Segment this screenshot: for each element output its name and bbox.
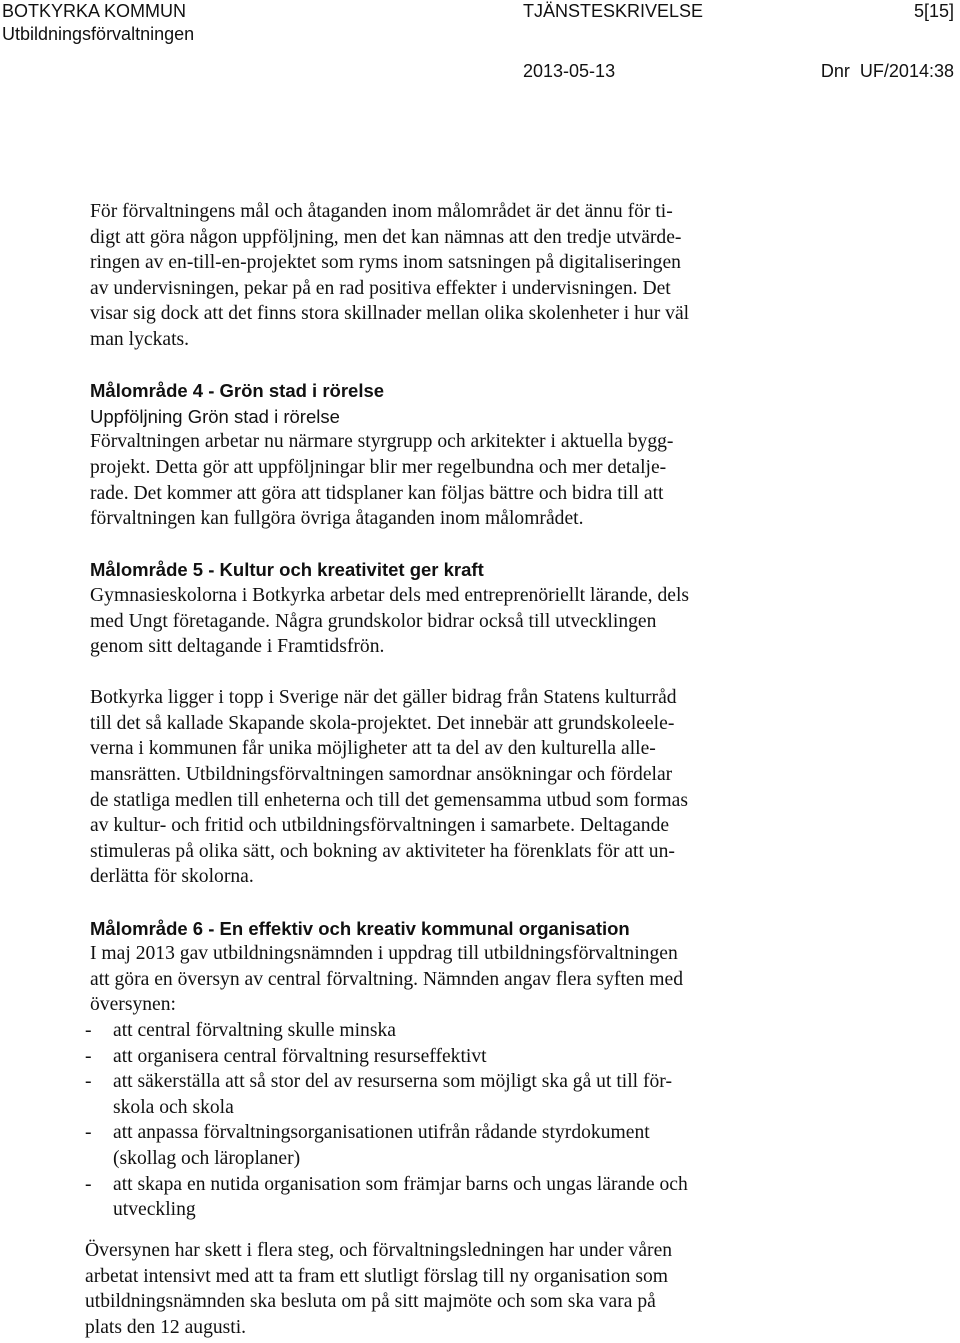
text-line: plats den 12 augusti. — [85, 1316, 247, 1338]
list-item-text: utveckling — [113, 1199, 196, 1221]
text-line: För förvaltningens mål och åtaganden inom målområdet är det ännu för ti- — [90, 201, 673, 222]
text-line: förvaltningen kan fullgöra övriga åtaganden inom målområdet. — [90, 508, 584, 530]
list-item-text: att central förvaltning skulle minska — [113, 1020, 396, 1041]
text-line: visar sig dock att det finns stora skillnader mellan olika skolenheter i hur väl — [90, 303, 690, 325]
section-6 — [85, 916, 818, 1223]
list-item-continuation — [90, 1197, 818, 1223]
intro-paragraph — [90, 199, 818, 353]
text-line: Botkyrka ligger i topp i Sverige när det gäller bidrag från Statens kulturråd — [90, 687, 677, 709]
document-date: 2013-05-13 — [523, 61, 616, 81]
document-type: TJÄNSTESKRIVELSE — [523, 1, 704, 21]
text-line: av undervisningen, pekar på en rad positiva effekter i undervisningen. Det — [90, 277, 671, 299]
section-heading: Målområde 4 - Grön stad i rörelse — [90, 380, 385, 402]
page-number: 5[15] — [913, 1, 954, 21]
text-line: översynen: — [90, 994, 176, 1016]
text-line: arbetat intensivt med att ta fram ett slutligt förslag till ny organisation som — [85, 1265, 668, 1287]
text-line: de statliga medlen till enheterna och till det gemensamma utbud som formas — [90, 789, 688, 811]
dash-bullet: - — [85, 1173, 92, 1195]
document-reference: Dnr UF/2014:38 — [820, 61, 954, 81]
text-line: att göra en översyn av central förvaltning. Nämnden angav flera syften med — [90, 968, 684, 990]
list-item-text: att skapa en nutida organisation som främjar barns och ungas lärande och — [113, 1173, 688, 1195]
text-line: Gymnasieskolorna i Botkyrka arbetar dels med entreprenöriellt lärande, dels — [90, 584, 690, 606]
bullet-list — [85, 1018, 818, 1223]
list-item-continuation — [90, 1095, 818, 1121]
section-4 — [90, 378, 818, 532]
list-item — [85, 1069, 818, 1095]
text-line: derlätta för skolorna. — [90, 866, 254, 888]
department-name: Utbildningsförvaltningen — [2, 24, 195, 44]
list-item-text: (skollag och läroplaner) — [113, 1147, 301, 1169]
text-line: Förvaltningen arbetar nu närmare styrgrupp och arkitekter i aktuella bygg- — [90, 431, 674, 453]
list-item — [85, 1018, 818, 1044]
list-item-text: att anpassa förvaltningsorganisationen utifrån rådande styrdokument — [113, 1122, 650, 1144]
text-line: med Ungt företagande. Några grundskolor bidrar också till utvecklingen — [90, 610, 657, 632]
closing-paragraph — [85, 1238, 825, 1340]
document-body — [85, 199, 818, 1223]
section-heading: Målområde 5 - Kultur och kreativitet ger kraft — [90, 559, 484, 581]
list-item-text: att organisera central förvaltning resurseffektivt — [113, 1045, 487, 1067]
list-item — [85, 1172, 818, 1198]
text-line: till det så kallade Skapande skola-projektet. Det innebär att grundskoleele- — [90, 712, 675, 734]
dash-bullet: - — [85, 1071, 92, 1093]
list-item-text: skola och skola — [113, 1096, 234, 1118]
text-line: rade. Det kommer att göra att tidsplaner kan följas bättre och bidra till att — [90, 482, 664, 504]
dash-bullet: - — [85, 1020, 92, 1041]
text-line: Översynen har skett i flera steg, och förvaltningsledningen har under våren — [85, 1240, 673, 1261]
organization-name: BOTKYRKA KOMMUN — [2, 1, 187, 21]
text-line: verna i kommunen får unika möjligheter att ta del av den kulturella alle- — [90, 738, 656, 760]
list-item-continuation — [90, 1146, 818, 1172]
text-line: mansrätten. Utbildningsförvaltningen samordnar ansökningar och fördelar — [90, 764, 673, 786]
section-subheading: Uppföljning Grön stad i rörelse — [90, 405, 340, 427]
text-line: I maj 2013 gav utbildningsnämnden i uppdrag till utbildningsförvaltningen — [90, 943, 678, 965]
list-item-text: att säkerställa att så stor del av resurserna som möjligt ska gå ut till för- — [113, 1071, 672, 1093]
text-line: genom sitt deltagande i Framtidsfrön. — [90, 636, 385, 658]
section-heading: Målområde 6 - En effektiv och kreativ kommunal organisation — [90, 917, 630, 939]
text-line: av kultur- och fritid och utbildningsförvaltningen i samarbete. Deltagande — [90, 815, 670, 837]
list-item — [85, 1044, 818, 1070]
text-line: ringen av en-till-en-projektet som ryms inom satsningen på digitaliseringen — [90, 252, 681, 274]
text-line: stimuleras på olika sätt, och bokning av aktiviteter ha förenklats för att un- — [90, 840, 675, 862]
section-5 — [90, 557, 818, 890]
dash-bullet: - — [85, 1045, 92, 1067]
text-line: projekt. Detta gör att uppföljningar blir mer regelbundna och mer detalje- — [90, 456, 667, 478]
list-item — [85, 1120, 818, 1146]
dash-bullet: - — [85, 1122, 92, 1144]
text-line: utbildningsnämnden ska besluta om på sitt majmöte och som ska vara på — [85, 1291, 656, 1313]
text-line: digt att göra någon uppföljning, men det kan nämnas att den tredje utvärde- — [90, 226, 682, 248]
text-line: man lyckats. — [90, 328, 190, 350]
